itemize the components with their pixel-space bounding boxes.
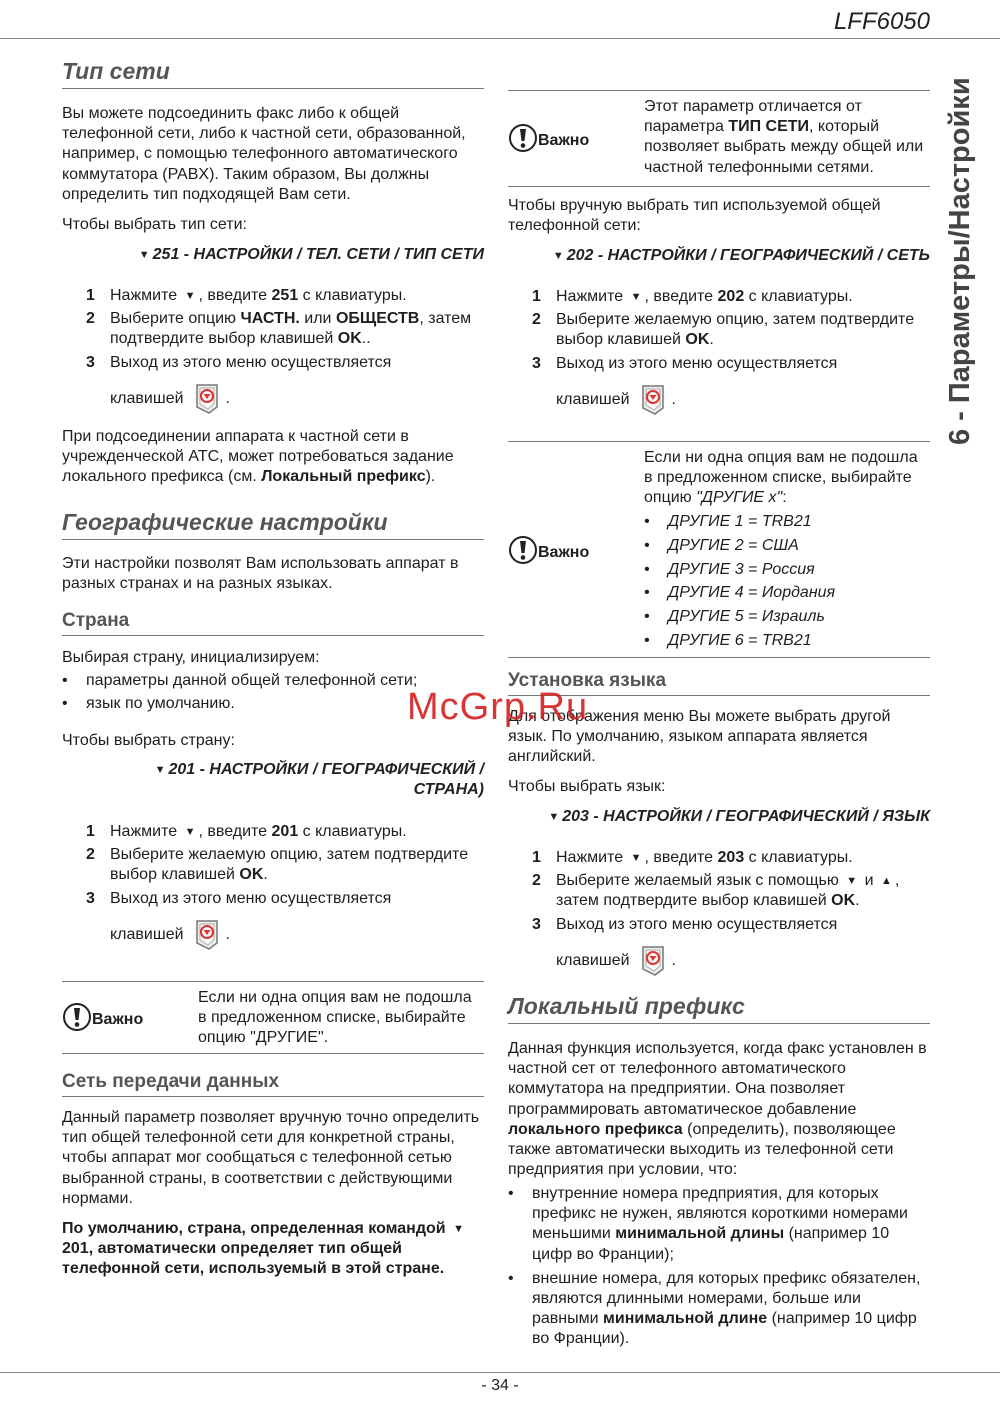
important-label bbox=[62, 1002, 143, 1038]
footer-rule bbox=[0, 1372, 1000, 1373]
paragraph bbox=[62, 104, 484, 205]
arrow-down-icon: ▼ bbox=[184, 290, 196, 302]
text-segment: . bbox=[263, 866, 268, 884]
important-text: Важно bbox=[538, 132, 590, 149]
bold-text: минимальной длины bbox=[615, 1225, 785, 1243]
stop-key-icon bbox=[640, 384, 666, 416]
option-item: • ДРУГИЕ 2 = США bbox=[644, 536, 930, 556]
text-segment: .. bbox=[361, 330, 371, 348]
text-segment: с клавиатуры. bbox=[744, 288, 853, 305]
section-title-country: Страна bbox=[62, 610, 484, 636]
bold-text: 251 bbox=[271, 287, 299, 304]
bold-text: 201, автоматически определяет тип общей телефонной сети, используемый в этой стране. bbox=[62, 1240, 445, 1278]
text-segment: , который позволяет выбрать между общей или частной телефонными сетями. bbox=[644, 118, 924, 176]
stop-key-line bbox=[62, 383, 484, 415]
paragraph bbox=[508, 196, 930, 236]
step-item bbox=[508, 915, 930, 935]
text-segment: внешние номера, для которых префикс обязателен, являются длинными номерами, больше или равными bbox=[532, 1269, 921, 1328]
option-item: • ДРУГИЕ 6 = TRB21 bbox=[644, 631, 930, 651]
step-item bbox=[508, 354, 930, 374]
bold-text: ЧАСТН. bbox=[240, 310, 300, 328]
arrow-down-icon: ▼ bbox=[846, 875, 858, 888]
text-segment: Нажмите bbox=[556, 288, 628, 305]
bold-text: 201 bbox=[271, 823, 299, 840]
exclamation-icon bbox=[62, 1002, 92, 1038]
arrow-up-icon: ▲ bbox=[880, 875, 892, 888]
step-number: 1 bbox=[532, 288, 541, 305]
bold-text: 202 bbox=[717, 288, 745, 305]
paragraph bbox=[508, 1039, 930, 1180]
text-segment: Чтобы выбрать язык: bbox=[508, 778, 666, 795]
arrow-down-icon: ▼ bbox=[154, 764, 166, 776]
note-text bbox=[198, 982, 484, 1057]
arrow-down-icon: ▼ bbox=[630, 852, 642, 864]
key-prefix: клавишей bbox=[556, 390, 630, 408]
text-segment: или bbox=[299, 310, 336, 328]
text-segment: 251 - НАСТРОЙКИ / ТЕЛ. СЕТИ / ТИП СЕТИ bbox=[152, 246, 484, 263]
step-number: 3 bbox=[86, 889, 95, 907]
menu-path bbox=[62, 245, 484, 265]
list-item: • параметры данной общей телефонной сети; bbox=[62, 671, 484, 691]
text-segment: Выберите желаемый язык с помощью bbox=[556, 872, 844, 890]
text-segment: внутренние номера предприятия, для которых префикс не нужен, являются короткими номерами меньшими bbox=[532, 1185, 908, 1243]
important-note bbox=[508, 90, 930, 187]
steps-list bbox=[508, 848, 930, 977]
list-item bbox=[508, 1184, 930, 1265]
step-item bbox=[62, 845, 484, 885]
watermark: McGrp.Ru bbox=[407, 686, 589, 728]
important-note bbox=[508, 441, 930, 658]
text-segment: 201 - НАСТРОЙКИ / ГЕОГРАФИЧЕСКИЙ / СТРАНА) bbox=[168, 761, 484, 799]
text-segment: Эти настройки позволят Вам использовать аппарат в разных странах и на разных языках. bbox=[62, 555, 459, 593]
text-segment: Выбирая страну, инициализируем: bbox=[62, 649, 320, 666]
step-number: 2 bbox=[86, 846, 95, 864]
option-item: • ДРУГИЕ 4 = Иордания bbox=[644, 583, 930, 603]
exclamation-icon bbox=[508, 123, 538, 159]
important-text: Важно bbox=[538, 544, 590, 561]
text-segment: Чтобы выбрать тип сети: bbox=[62, 216, 247, 233]
text-segment: с клавиатуры. bbox=[298, 287, 407, 304]
text-segment: Выход из этого меню осуществляется bbox=[556, 915, 838, 933]
step-number: 1 bbox=[86, 823, 95, 840]
text-segment: Если ни одна опция вам не подошла в предложенном списке, выбирайте опцию bbox=[644, 449, 918, 507]
paragraph bbox=[62, 215, 484, 235]
list-item bbox=[508, 1269, 930, 1350]
section-title-prefix: Локальный префикс bbox=[508, 993, 930, 1024]
option-item: • ДРУГИЕ 1 = TRB21 bbox=[644, 512, 930, 532]
text-segment: (например 10 цифр во Франции); bbox=[532, 1225, 890, 1263]
key-prefix: клавишей bbox=[110, 389, 184, 407]
text-segment: 203 - НАСТРОЙКИ / ГЕОГРАФИЧЕСКИЙ / ЯЗЫК bbox=[562, 808, 930, 825]
step-number: 3 bbox=[86, 353, 95, 371]
text-segment: , затем подтвердите выбор клавишей bbox=[110, 310, 472, 348]
text-segment: , введите bbox=[198, 823, 272, 840]
text-segment: Выход из этого меню осуществляется bbox=[110, 353, 392, 371]
section-title-net-type: Тип сети bbox=[62, 58, 484, 89]
text-segment: , введите bbox=[644, 288, 718, 305]
italic-text: "ДРУГИЕ x" bbox=[696, 489, 783, 507]
stop-key-line bbox=[62, 919, 484, 951]
option-item: • ДРУГИЕ 5 = Израиль bbox=[644, 607, 930, 627]
arrow-down-icon: ▼ bbox=[552, 250, 564, 262]
header-rule bbox=[0, 38, 1000, 39]
step-item bbox=[508, 310, 930, 350]
key-prefix: клавишей bbox=[556, 951, 630, 969]
model-name: LFF6050 bbox=[833, 8, 930, 35]
paragraph bbox=[62, 648, 484, 668]
text-segment: : bbox=[782, 489, 787, 507]
text-segment: Выход из этого меню осуществляется bbox=[556, 354, 838, 372]
text-segment: . bbox=[709, 331, 714, 349]
text-segment: Выберите желаемую опцию, затем подтвердите выбор клавишей bbox=[110, 846, 469, 884]
text-segment: Нажмите bbox=[556, 849, 628, 866]
bold-text: минимальной длине bbox=[603, 1310, 768, 1328]
list-item: • язык по умолчанию. bbox=[62, 694, 484, 714]
stop-key-line bbox=[508, 384, 930, 416]
section-title-language: Установка языка bbox=[508, 670, 930, 696]
important-note bbox=[62, 981, 484, 1054]
key-prefix: клавишей bbox=[110, 925, 184, 943]
text-segment: Вы можете подсоединить факс либо к общей телефонной сети, либо к частной сети, образованной, например, с помощью телефонного автоматического коммутатора (PABX). Таким образом, Вы должны определить тип подходящей Вам сети. bbox=[62, 105, 466, 203]
text-segment: (определить), позволяющее также автоматически выходить из телефонной сети предприятия при условии, что: bbox=[508, 1120, 896, 1179]
text-segment: Нажмите bbox=[110, 287, 182, 304]
text-segment: При подсоединении аппарата к частной сети в учрежденческой АТС, может потребоваться задание локального префикса (см. bbox=[62, 428, 454, 486]
text-segment: Данный параметр позволяет вручную точно определить тип общей телефонной сети для конкретной страны, чтобы аппарат мог сообщаться с телефонной сетью выбранной страны, в соответствии с действующими нормами. bbox=[62, 1109, 480, 1207]
menu-path bbox=[508, 807, 930, 827]
step-item bbox=[62, 309, 484, 349]
section-title-geo: Географические настройки bbox=[62, 509, 484, 540]
paragraph bbox=[508, 777, 930, 797]
bold-text: OK bbox=[831, 892, 856, 910]
exclamation-icon bbox=[508, 535, 538, 571]
text-segment: Выход из этого меню осуществляется bbox=[110, 889, 392, 907]
step-number: 3 bbox=[532, 354, 541, 372]
text-segment: Чтобы выбрать страну: bbox=[62, 732, 235, 749]
text-segment: Выберите опцию bbox=[110, 310, 241, 328]
text-segment: , затем подтвердите выбор клавишей bbox=[556, 872, 900, 910]
text-segment: . bbox=[855, 892, 860, 910]
paragraph bbox=[62, 427, 484, 488]
text-segment: Для отображения меню Вы можете выбрать другой язык. По умолчанию, языком аппарата является английский. bbox=[508, 708, 891, 766]
arrow-down-icon: ▼ bbox=[548, 811, 560, 823]
bullet-list bbox=[508, 1181, 930, 1350]
note-text bbox=[644, 91, 930, 186]
stop-key-icon bbox=[194, 919, 220, 951]
text-segment: Данная функция используется, когда факс установлен в частной сет от телефонного автоматического коммутатора на предприятии. Она позволяет программировать автоматическое добавление bbox=[508, 1040, 927, 1118]
key-suffix: . bbox=[671, 390, 676, 408]
text-segment: , введите bbox=[198, 287, 272, 304]
bold-text: OK bbox=[239, 866, 264, 884]
key-suffix: . bbox=[225, 925, 230, 943]
text-segment: 202 - НАСТРОЙКИ / ГЕОГРАФИЧЕСКИЙ / СЕТЬ bbox=[566, 247, 930, 264]
paragraph bbox=[62, 731, 484, 751]
step-number: 2 bbox=[532, 311, 541, 329]
step-item bbox=[62, 353, 484, 373]
page-number: - 34 - bbox=[481, 1377, 519, 1394]
stop-key-icon bbox=[194, 383, 220, 415]
important-label bbox=[508, 535, 589, 571]
bold-text: ТИП СЕТИ bbox=[728, 118, 810, 136]
section-title-data-net: Сеть передачи данных bbox=[62, 1071, 484, 1097]
bold-text: локального префикса bbox=[508, 1120, 683, 1138]
chapter-side-title: 6 - Параметры/Настройки bbox=[944, 77, 976, 445]
bold-text: OK bbox=[337, 330, 362, 348]
step-number: 1 bbox=[86, 287, 95, 304]
stop-key-line bbox=[508, 945, 930, 977]
text-segment: с клавиатуры. bbox=[298, 823, 407, 840]
step-item bbox=[62, 889, 484, 909]
paragraph bbox=[62, 1108, 484, 1209]
paragraph bbox=[62, 554, 484, 594]
step-number: 2 bbox=[86, 310, 95, 328]
important-text: Важно bbox=[92, 1011, 144, 1028]
steps-list bbox=[62, 822, 484, 951]
option-item: • ДРУГИЕ 3 = Россия bbox=[644, 560, 930, 580]
options-list bbox=[644, 512, 930, 651]
step-item bbox=[508, 871, 930, 911]
text-segment: , введите bbox=[644, 849, 718, 866]
step-item bbox=[62, 822, 484, 842]
menu-path bbox=[62, 760, 484, 800]
step-number: 2 bbox=[532, 872, 541, 890]
steps-list bbox=[508, 287, 930, 416]
text-segment: Этот параметр отличается от параметра bbox=[644, 98, 862, 136]
note-text bbox=[644, 442, 930, 659]
paragraph-bold bbox=[62, 1219, 484, 1280]
text-segment: (например 10 цифр во Франции). bbox=[532, 1310, 917, 1348]
text-segment: и bbox=[860, 872, 878, 890]
step-item bbox=[508, 287, 930, 307]
arrow-down-icon: ▼ bbox=[630, 291, 642, 303]
text-segment: Чтобы вручную выбрать тип используемой общей телефонной сети: bbox=[508, 197, 881, 235]
text-segment: Нажмите bbox=[110, 823, 182, 840]
step-number: 1 bbox=[532, 849, 541, 866]
bold-text: Локальный префикс bbox=[261, 468, 426, 486]
note-intro bbox=[644, 448, 930, 509]
key-suffix: . bbox=[225, 389, 230, 407]
step-number: 3 bbox=[532, 915, 541, 933]
step-item bbox=[62, 286, 484, 306]
bold-text: По умолчанию, страна, определенная командой bbox=[62, 1220, 451, 1237]
key-suffix: . bbox=[671, 951, 676, 969]
text-segment: ). bbox=[425, 468, 436, 486]
bold-text: 203 bbox=[717, 849, 745, 866]
arrow-down-icon: ▼ bbox=[138, 249, 150, 261]
bold-text: ОБЩЕСТВ bbox=[335, 310, 420, 328]
menu-path bbox=[508, 246, 930, 266]
stop-key-icon bbox=[640, 945, 666, 977]
text-segment: Если ни одна опция вам не подошла в предложенном списке, выбирайте опцию "ДРУГИЕ". bbox=[198, 989, 472, 1047]
text-segment: Выберите желаемую опцию, затем подтвердите выбор клавишей bbox=[556, 311, 915, 349]
arrow-down-icon: ▼ bbox=[453, 1223, 464, 1235]
arrow-down-icon: ▼ bbox=[184, 826, 196, 838]
important-label bbox=[508, 123, 589, 159]
text-segment: с клавиатуры. bbox=[744, 849, 853, 866]
bold-text: OK bbox=[685, 331, 710, 349]
step-item bbox=[508, 848, 930, 868]
steps-list bbox=[62, 286, 484, 415]
